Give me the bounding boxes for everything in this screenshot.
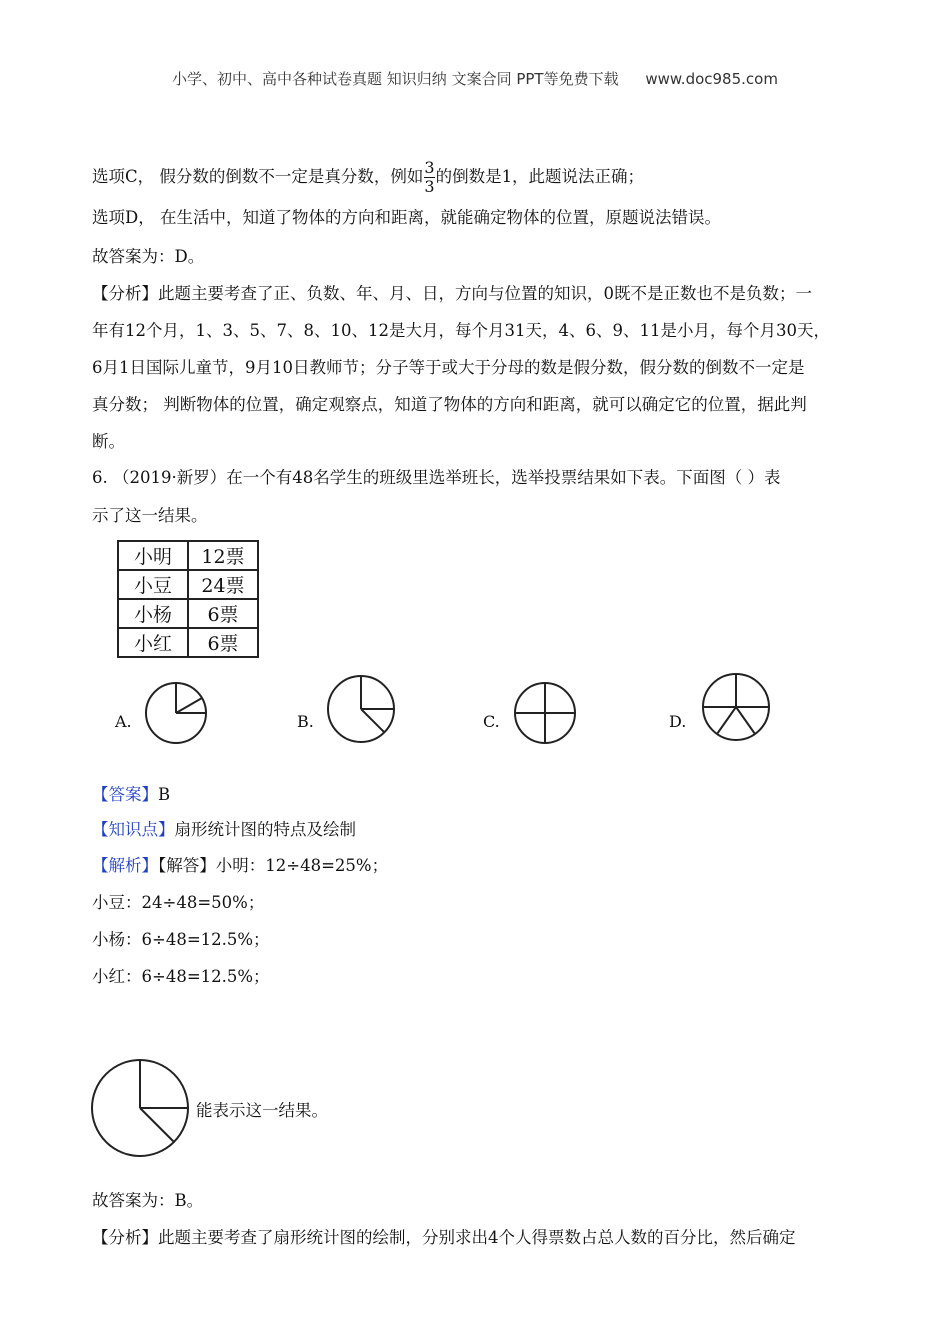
- pie-option-d: [700, 670, 772, 744]
- pie-answer-caption: 能表示这一结果。: [196, 1101, 328, 1120]
- analysis-1-line-4: 真分数； 判断物体的位置，确定观察点，知道了物体的方向和距离，就可以确定它的位置，据此判: [92, 395, 807, 414]
- fraction-denominator: 3: [424, 177, 435, 196]
- solution-line-4: 小红：6÷48=12.5%；: [92, 967, 270, 986]
- answer-line-2: 故答案为：B。: [92, 1191, 204, 1210]
- table-cell-votes: 6票: [188, 628, 258, 657]
- solution-tag: 【解析】: [92, 856, 158, 875]
- answer-row: [92, 787, 170, 804]
- page-header: [0, 68, 950, 89]
- question-6-line-1: 6. （2019·新罗）在一个有48名学生的班级里选举班长，选举投票结果如下表。下面图（ ）表: [92, 468, 781, 487]
- table-cell-votes: 12票: [188, 541, 258, 570]
- answer-line-1: 故答案为：D。: [92, 247, 205, 266]
- solution-row: [92, 858, 388, 875]
- knowledge-value: 扇形统计图的特点及绘制: [174, 820, 356, 839]
- fraction: [424, 160, 434, 195]
- solution-line-2: 小豆：24÷48=50%；: [92, 893, 265, 912]
- table-cell-votes: 24票: [188, 570, 258, 599]
- table-cell-name: 小明: [118, 541, 188, 570]
- analysis-2-row: [92, 1230, 796, 1247]
- analysis-tag: 【分析】: [92, 284, 158, 303]
- pie-option-a: [143, 680, 209, 746]
- table-row: [118, 541, 258, 570]
- header-site[interactable]: www.doc985.com: [645, 70, 778, 88]
- solution-line-1: 【解答】小明：12÷48=25%；: [158, 856, 389, 875]
- analysis-1-line-2: 年有12个月，1、3、5、7、8、10、12是大月，每个月31天，4、6、9、11是小月，每个月30天，: [92, 321, 830, 340]
- answer-tag: 【答案】: [92, 785, 158, 804]
- option-c-text: 选项C， 假分数的倒数不一定是真分数，例如: [92, 167, 424, 186]
- pie-option-b: [325, 673, 397, 745]
- option-d-label: D.: [669, 712, 687, 731]
- analysis-text: 此题主要考查了正、负数、年、月、日，方向与位置的知识，0既不是正数也不是负数；一: [158, 284, 812, 303]
- analysis-1-line-3: 6月1日国际儿童节，9月10日教师节；分子等于或大于分母的数是假分数，假分数的倒数不一定是: [92, 358, 805, 377]
- table-row: [118, 570, 258, 599]
- analysis-2-tag: 【分析】: [92, 1228, 158, 1247]
- analysis-1-line-1: [92, 286, 812, 303]
- vote-table: [117, 540, 259, 658]
- fraction-numerator: 3: [424, 158, 435, 177]
- pie-option-c: [512, 680, 578, 746]
- analysis-2-text: 此题主要考查了扇形统计图的绘制，分别求出4个人得票数占总人数的百分比，然后确定: [158, 1228, 796, 1247]
- header-text: 小学、初中、高中各种试卷真题 知识归纳 文案合同 PPT等免费下载: [172, 70, 619, 88]
- knowledge-tag: 【知识点】: [92, 820, 175, 839]
- table-cell-name: 小豆: [118, 570, 188, 599]
- question-6-line-2: 示了这一结果。: [92, 506, 208, 525]
- pie-answer: [90, 1056, 194, 1160]
- option-c-conclusion: 的倒数是1，此题说法正确；: [435, 167, 645, 186]
- option-d-line: 选项D， 在生活中，知道了物体的方向和距离，就能确定物体的位置，原题说法错误。: [92, 208, 721, 227]
- answer-value: B: [158, 785, 171, 804]
- table-row: [118, 599, 258, 628]
- table-row: [118, 628, 258, 657]
- solution-line-3: 小杨：6÷48=12.5%；: [92, 930, 270, 949]
- option-a-label: A.: [115, 712, 132, 731]
- option-c-line: [92, 160, 644, 195]
- option-c-label: C.: [483, 712, 500, 731]
- analysis-1-line-5: 断。: [92, 432, 125, 451]
- table-cell-name: 小红: [118, 628, 188, 657]
- table-cell-votes: 6票: [188, 599, 258, 628]
- table-cell-name: 小杨: [118, 599, 188, 628]
- knowledge-row: [92, 822, 356, 839]
- option-b-label: B.: [297, 712, 314, 731]
